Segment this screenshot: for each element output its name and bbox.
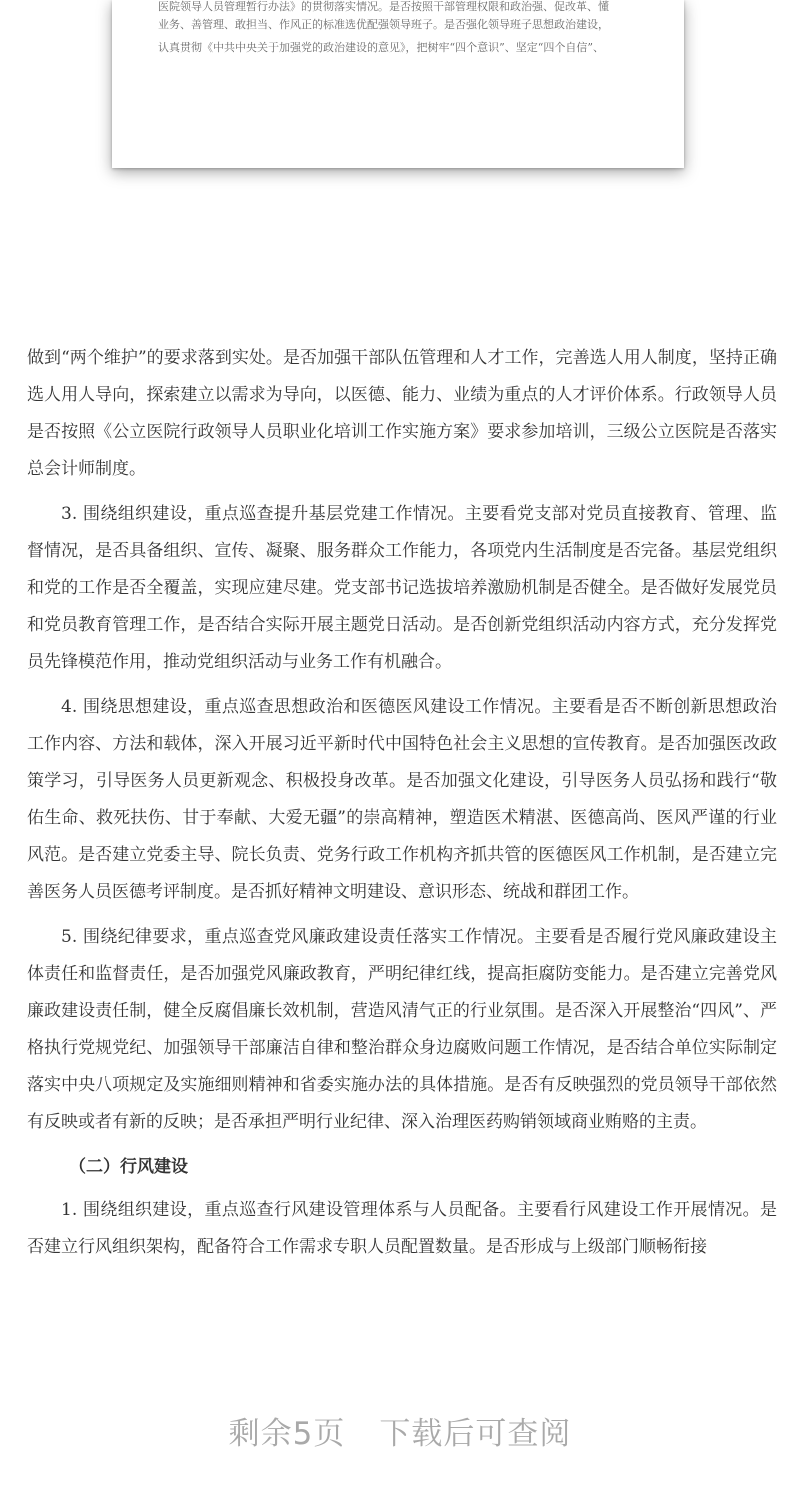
paragraph-section2-item-1: 1. 围绕组织建设，重点巡查行风建设管理体系与人员配备。主要看行风建设工作开展情况。是否建立行风组织架构，配备符合工作需求专职人员配置数量。是否形成与上级部门顺畅衔接 bbox=[27, 1200, 777, 1257]
preview-line: 认真贯彻《中共中央关于加强党的政治建设的意见》，把树牢“四个意识”、坚定“四个自信”、 bbox=[158, 41, 604, 54]
download-hint-label[interactable]: 下载后可查阅 bbox=[379, 1416, 572, 1452]
previous-page-preview bbox=[112, 0, 684, 168]
preview-line: 医院领导人员管理暂行办法》的贯彻落实情况。是否按照干部管理权限和政治强、促改革、懂 bbox=[158, 0, 609, 13]
paragraph-item-5: 5. 围绕纪律要求，重点巡查党风廉政建设责任落实工作情况。主要看是否履行党风廉政建设主体责任和监督责任，是否加强党风廉政教育，严明纪律红线，提高拒腐防变能力。是否建立完善党风廉政建设责任制，健全反腐倡廉长效机制，营造风清气正的行业氛围。是否深入开展整治“四风”、严格执行党规党纪、加强领导干部廉洁自律和整治群众身边腐败问题工作情况，是否结合单位实际制定落实中央八项规定及实施细则精神和省委实施办法的具体措施。是否有反映强烈的党员领导干部依然有反映或者有新的反映；是否承担严明行业纪律、深入治理医药购销领域商业贿赂的主责。 bbox=[27, 927, 777, 1132]
preview-line: 业务、善管理、敢担当、作风正的标准选优配强领导班子。是否强化领导班子思想政治建设， bbox=[158, 18, 609, 31]
paragraph-item-3: 3. 围绕组织建设，重点巡查提升基层党建工作情况。主要看党支部对党员直接教育、管理、监督情况，是否具备组织、宣传、凝聚、服务群众工作能力，各项党内生活制度是否完备。基层党组织和党的工作是否全覆盖，实现应建尽建。党支部书记选拔培养激励机制是否健全。是否做好发展党员和党员教育管理工作，是否结合实际开展主题党日活动。是否创新党组织活动内容方式，充分发挥党员先锋模范作用，推动党组织活动与业务工作有机融合。 bbox=[27, 504, 777, 672]
paragraph-item-4: 4. 围绕思想建设，重点巡查思想政治和医德医风建设工作情况。主要看是否不断创新思想政治工作内容、方法和载体，深入开展习近平新时代中国特色社会主义思想的宣传教育。是否加强医改政策学习，引导医务人员更新观念、积极投身改革。是否加强文化建设，引导医务人员弘扬和践行“敬佑生命、救死扶伤、甘于奉献、大爱无疆”的崇高精神，塑造医术精湛、医德高尚、医风严谨的行业风范。是否建立党委主导、院长负责、党务行政工作机构齐抓共管的医德医风工作机制，是否建立完善医务人员医德考评制度。是否抓好精神文明建设、意识形态、统战和群团工作。 bbox=[27, 697, 777, 902]
document-body bbox=[27, 340, 777, 1266]
remaining-pages-label[interactable]: 剩余5页 bbox=[228, 1416, 346, 1452]
section-heading: （二）行风建设 bbox=[69, 1157, 188, 1177]
paragraph-continuation: 做到“两个维护”的要求落到实处。是否加强干部队伍管理和人才工作，完善选人用人制度，坚持正确选人用人导向，探索建立以需求为导向，以医德、能力、业绩为重点的人才评价体系。行政领导人员是否按照《公立医院行政领导人员职业化培训工作实施方案》要求参加培训，三级公立医院是否落实总会计师制度。 bbox=[27, 348, 777, 479]
download-to-view-banner[interactable] bbox=[0, 1412, 800, 1456]
